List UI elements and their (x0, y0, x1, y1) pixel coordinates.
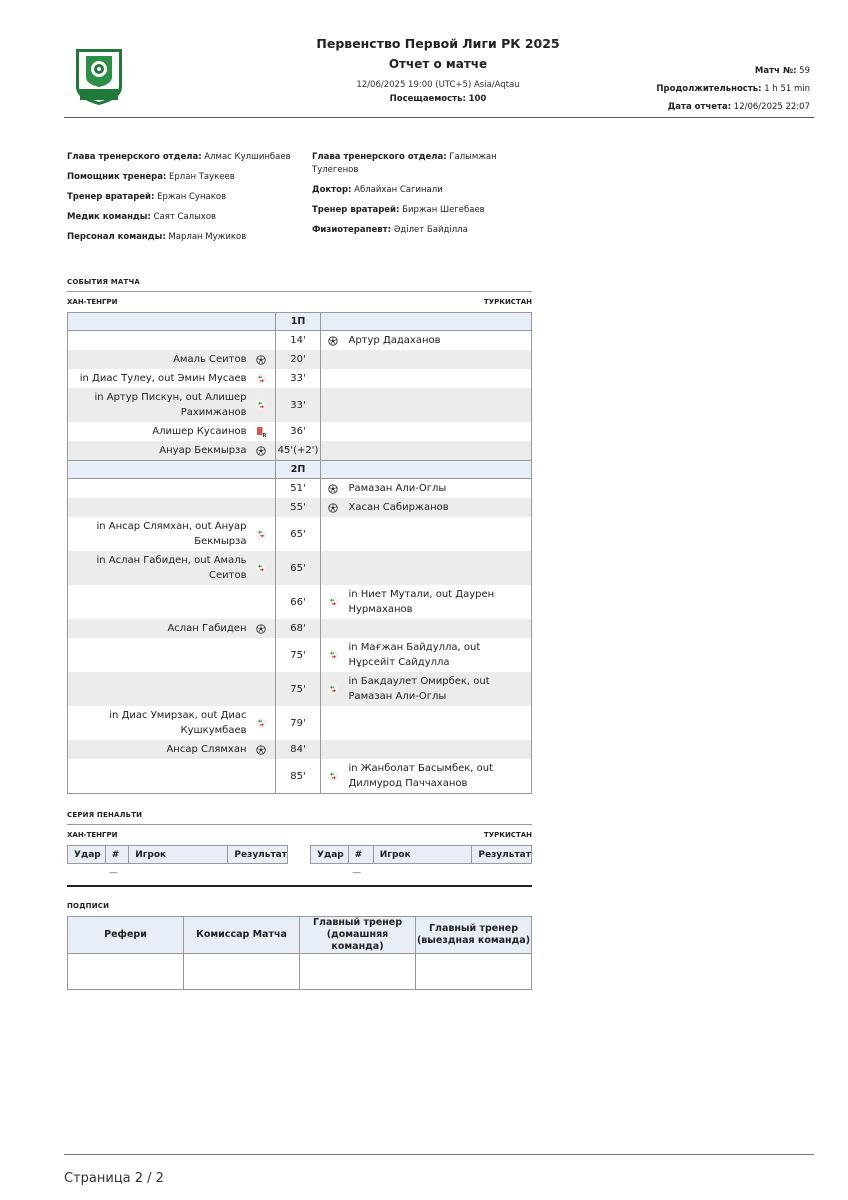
half-header-row (68, 461, 532, 479)
red-card-icon (255, 426, 267, 438)
sig-col-home-coach: Главный тренер (домашняя команда) (300, 917, 416, 954)
event-row (68, 441, 532, 461)
staff-row (67, 231, 297, 244)
away-cell (321, 759, 532, 794)
staff-row (312, 224, 512, 237)
goal-icon (255, 623, 267, 635)
home-cell (68, 350, 276, 369)
event-text: in Диас Умирзак, out Диас Кушкумбаев (109, 710, 247, 736)
event-row (68, 422, 532, 441)
duration-value: 1 h 51 min (764, 84, 810, 94)
substitution-icon (255, 528, 267, 540)
penalty-team-row (67, 831, 532, 839)
half-away-cell (321, 461, 532, 479)
goal-icon (327, 502, 339, 514)
match-meta (656, 62, 810, 116)
event-text: in Ансар Слямхан, out Ануар Бекмырза (96, 521, 247, 547)
event-row (68, 479, 532, 499)
match-number (656, 62, 810, 80)
home-cell (68, 388, 276, 422)
half-label: 1П (275, 313, 321, 331)
col-header: Удар (311, 846, 349, 864)
event-row (68, 740, 532, 759)
event-row (68, 551, 532, 585)
penalty-section-divider (67, 824, 532, 825)
away-cell (321, 422, 532, 441)
goal-icon (255, 445, 267, 457)
home-event (74, 621, 267, 636)
event-row (68, 672, 532, 706)
home-event (74, 424, 267, 439)
staff-label: Физиотерапевт: (312, 225, 391, 235)
away-cell (321, 350, 532, 369)
report-date (656, 98, 810, 116)
signature-cell (300, 954, 416, 990)
half-label: 2П (275, 461, 321, 479)
home-cell (68, 585, 276, 619)
staff-label: Медик команды: (67, 212, 151, 222)
home-cell (68, 479, 276, 499)
table-header-row (311, 846, 532, 864)
signature-cell (184, 954, 300, 990)
away-cell (321, 638, 532, 672)
event-text: Артур Дадаханов (348, 335, 441, 346)
home-cell (68, 759, 276, 794)
event-minute: 66' (275, 585, 321, 619)
home-cell (68, 441, 276, 461)
away-cell (321, 369, 532, 388)
staff-label: Глава тренерского отдела: (67, 152, 202, 162)
home-event (74, 519, 267, 549)
event-text: Ануар Бекмырза (159, 445, 247, 456)
event-minute: 75' (275, 638, 321, 672)
away-event (327, 500, 525, 515)
penalty-home-team: ХАН-ТЕНГРИ (67, 831, 118, 839)
event-minute: 68' (275, 619, 321, 638)
home-cell (68, 422, 276, 441)
home-event (74, 742, 267, 757)
signature-row (68, 954, 532, 990)
attendance-label: Посещаемость: (389, 94, 466, 104)
event-text: Алишер Кусаинов (152, 426, 247, 437)
event-row (68, 350, 532, 369)
staff-value: Ерлан Таукеев (169, 172, 235, 182)
goal-icon (327, 483, 339, 495)
away-cell (321, 441, 532, 461)
home-cell (68, 369, 276, 388)
event-row (68, 585, 532, 619)
home-event (74, 443, 267, 458)
staff-row (67, 191, 297, 204)
event-row (68, 759, 532, 794)
event-minute: 45'(+2') (275, 441, 321, 461)
staff-label: Тренер вратарей: (312, 205, 400, 215)
away-event (327, 674, 525, 704)
staff-row (312, 151, 512, 177)
event-text: in Мағжан Байдулла, out Нұрсейіт Сайдулла (348, 642, 481, 668)
home-cell (68, 740, 276, 759)
page-number: Страница 2 / 2 (64, 1171, 164, 1186)
staff-label: Помощник тренера: (67, 172, 167, 182)
col-header: Игрок (373, 846, 472, 864)
match-number-value: 59 (799, 66, 810, 76)
half-header-row (68, 313, 532, 331)
event-row (68, 638, 532, 672)
events-section-title: СОБЫТИЯ МАТЧА (67, 278, 140, 286)
away-staff (312, 151, 512, 244)
table-header-row (68, 917, 532, 954)
event-text: Рамазан Али-Оглы (348, 483, 447, 494)
home-cell (68, 672, 276, 706)
away-event (327, 481, 525, 496)
event-minute: 85' (275, 759, 321, 794)
duration-label: Продолжительность: (656, 84, 762, 94)
table-header-row (68, 846, 288, 864)
substitution-icon (327, 649, 339, 661)
report-date-value: 12/06/2025 22:07 (733, 102, 810, 112)
attendance (238, 94, 638, 104)
signature-cell (416, 954, 532, 990)
league-logo (72, 47, 126, 107)
match-number-label: Матч №: (754, 66, 797, 76)
events-table (67, 312, 532, 794)
event-text: in Аслан Габиден, out Амаль Сеитов (96, 555, 247, 581)
home-cell (68, 706, 276, 740)
away-cell (321, 672, 532, 706)
staff-value: Ержан Сунаков (157, 192, 227, 202)
staff-label: Персонал команды: (67, 232, 166, 242)
staff-label: Тренер вратарей: (67, 192, 155, 202)
event-minute: 84' (275, 740, 321, 759)
staff-value: Биржан Шегебаев (402, 205, 485, 215)
header-divider (64, 117, 814, 118)
staff-row (312, 184, 512, 197)
home-event (74, 352, 267, 367)
event-row (68, 388, 532, 422)
event-minute: 33' (275, 369, 321, 388)
away-cell (321, 331, 532, 351)
away-cell (321, 551, 532, 585)
staff-row (67, 151, 297, 164)
staff-row (67, 211, 297, 224)
staff-label: Доктор: (312, 185, 352, 195)
event-row (68, 619, 532, 638)
staff-value: Аблайхан Сагинали (354, 185, 443, 195)
event-text: Хасан Сабиржанов (348, 502, 449, 513)
away-event (327, 333, 525, 348)
col-header: # (105, 846, 128, 864)
staff-value: Марлан Мужиков (168, 232, 247, 242)
home-team-name: ХАН-ТЕНГРИ (67, 298, 118, 306)
event-text: in Жанболат Басымбек, out Дилмурод Паччаханов (348, 763, 494, 789)
home-penalty-table (67, 845, 288, 864)
event-minute: 14' (275, 331, 321, 351)
home-staff (67, 151, 297, 251)
substitution-icon (255, 717, 267, 729)
away-penalty-table (310, 845, 532, 864)
away-cell (321, 479, 532, 499)
home-cell (68, 498, 276, 517)
competition-title: Первенство Первой Лиги РК 2025 (316, 36, 560, 51)
home-cell (68, 638, 276, 672)
away-cell (321, 498, 532, 517)
penalty-away-team: ТУРКИСТАН (483, 831, 532, 839)
home-penalty-empty: — (109, 868, 118, 878)
away-cell (321, 619, 532, 638)
col-header: Игрок (129, 846, 228, 864)
match-duration (656, 80, 810, 98)
match-datetime: 12/06/2025 19:00 (UTC+5) Asia/Aqtau (356, 80, 520, 90)
sig-col-referee: Рефери (68, 917, 184, 954)
event-text: Ансар Слямхан (166, 744, 247, 755)
substitution-icon (327, 596, 339, 608)
event-text: in Бакдаулет Омирбек, out Рамазан Али-Оглы (348, 676, 490, 702)
report-subtitle: Отчет о матче (388, 57, 488, 71)
signature-cell (68, 954, 184, 990)
away-cell (321, 388, 532, 422)
away-cell (321, 585, 532, 619)
event-row (68, 331, 532, 351)
staff-row (312, 204, 512, 217)
signatures-section-title: ПОДПИСИ (67, 902, 110, 910)
col-header: Результат (472, 846, 532, 864)
substitution-icon (327, 683, 339, 695)
event-minute: 51' (275, 479, 321, 499)
event-minute: 33' (275, 388, 321, 422)
events-section-divider (67, 291, 532, 292)
half-home-cell (68, 313, 276, 331)
report-date-label: Дата отчета: (667, 102, 732, 112)
away-event (327, 587, 525, 617)
event-row (68, 498, 532, 517)
event-minute: 65' (275, 517, 321, 551)
substitution-icon (327, 770, 339, 782)
penalty-bottom-rule (67, 885, 532, 887)
substitution-icon (255, 373, 267, 385)
away-cell (321, 706, 532, 740)
svg-text:R: R (262, 432, 266, 438)
goal-icon (255, 354, 267, 366)
col-header: Удар (68, 846, 106, 864)
home-event (74, 708, 267, 738)
goal-icon (255, 744, 267, 756)
event-text: in Ниет Мутали, out Даурен Нурмаханов (348, 589, 495, 615)
events-team-row (67, 298, 532, 306)
home-cell (68, 517, 276, 551)
report-title-block (238, 35, 638, 104)
event-minute: 79' (275, 706, 321, 740)
event-minute: 20' (275, 350, 321, 369)
half-away-cell (321, 313, 532, 331)
home-cell (68, 551, 276, 585)
col-header: # (348, 846, 373, 864)
event-minute: 55' (275, 498, 321, 517)
staff-value: Галымжан Тулегенов (312, 152, 497, 175)
footer-divider (64, 1154, 814, 1155)
attendance-value: 100 (468, 94, 487, 104)
goal-icon (327, 335, 339, 347)
substitution-icon (255, 399, 267, 411)
half-home-cell (68, 461, 276, 479)
event-row (68, 517, 532, 551)
event-minute: 65' (275, 551, 321, 585)
sig-col-away-coach: Главный тренер (выездная команда) (416, 917, 532, 954)
home-cell (68, 331, 276, 351)
event-text: Амаль Сеитов (173, 354, 247, 365)
staff-value: Алмас Кулшинбаев (204, 152, 291, 162)
away-event (327, 761, 525, 791)
home-cell (68, 619, 276, 638)
event-row (68, 369, 532, 388)
away-cell (321, 517, 532, 551)
event-text: Аслан Габиден (167, 623, 247, 634)
home-event (74, 553, 267, 583)
event-text: in Артур Пискун, out Алишер Рахимжанов (94, 392, 247, 418)
away-event (327, 640, 525, 670)
away-cell (321, 740, 532, 759)
event-minute: 75' (275, 672, 321, 706)
substitution-icon (255, 562, 267, 574)
sig-col-commissioner: Комиссар Матча (184, 917, 300, 954)
staff-label: Глава тренерского отдела: (312, 152, 447, 162)
staff-value: Саят Салыхов (153, 212, 217, 222)
home-event (74, 371, 267, 386)
staff-row (67, 171, 297, 184)
penalty-section-title: СЕРИЯ ПЕНАЛЬТИ (67, 811, 143, 819)
event-text: in Диас Тулеу, out Эмин Мусаев (79, 373, 247, 384)
away-penalty-empty: — (352, 868, 361, 878)
home-event (74, 390, 267, 420)
event-minute: 36' (275, 422, 321, 441)
col-header: Результат (228, 846, 288, 864)
event-row (68, 706, 532, 740)
away-team-name: ТУРКИСТАН (483, 298, 532, 306)
signatures-table (67, 916, 532, 990)
staff-value: Әділет Байділла (393, 225, 468, 235)
